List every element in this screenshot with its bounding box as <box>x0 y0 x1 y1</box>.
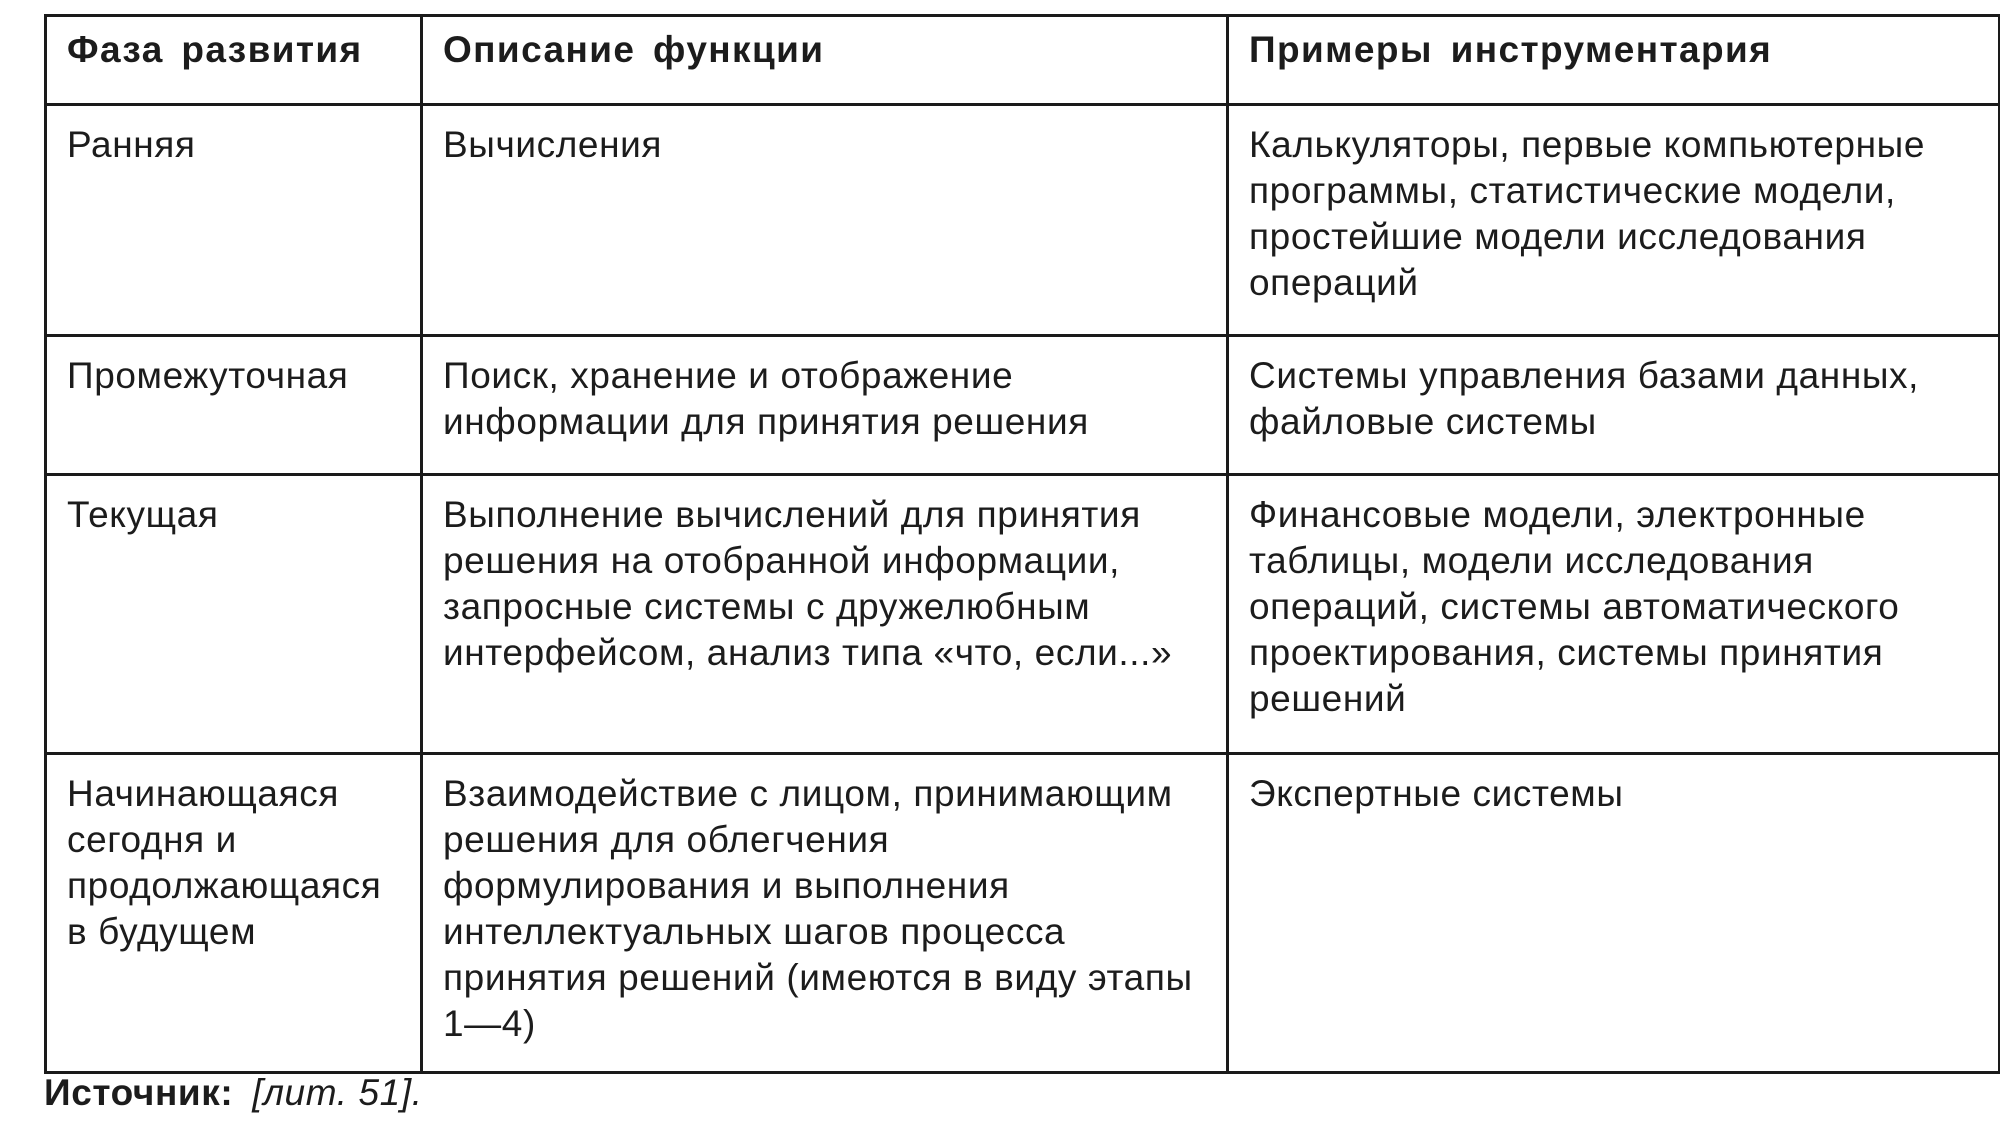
header-phase: Фаза развития <box>46 16 422 105</box>
source-label: Источник: <box>44 1072 234 1113</box>
phase-cell: Промежуточная <box>46 336 422 475</box>
phase-cell: Текущая <box>46 475 422 754</box>
table-row <box>46 754 2000 1073</box>
tools-cell: Калькуляторы, первые компьютерные программы, статистические модели, простейшие модели исследования операций <box>1228 105 2000 336</box>
function-cell: Взаимодействие с лицом, принимающим решения для облегчения формулирования и выполнения интеллектуальных шагов процесса принятия решений (имеются в виду этапы 1—4) <box>422 754 1228 1073</box>
header-function: Описание функции <box>422 16 1228 105</box>
source-note <box>44 1070 423 1116</box>
table-row <box>46 105 2000 336</box>
function-cell: Вычисления <box>422 105 1228 336</box>
header-tools: Примеры инструментария <box>1228 16 2000 105</box>
tools-cell: Системы управления базами данных, файловые системы <box>1228 336 2000 475</box>
phase-cell: Ранняя <box>46 105 422 336</box>
table-row <box>46 475 2000 754</box>
table-header-row <box>46 16 2000 105</box>
function-cell: Поиск, хранение и отображение информации для принятия решения <box>422 336 1228 475</box>
tools-cell: Экспертные системы <box>1228 754 2000 1073</box>
function-cell: Выполнение вычислений для принятия решения на отобранной информации, запросные системы с дружелюбным интерфейсом, анализ типа «что, если...» <box>422 475 1228 754</box>
tools-cell: Финансовые модели, электронные таблицы, модели исследования операций, системы автоматического проектирования, системы принятия решений <box>1228 475 2000 754</box>
source-reference: [лит. 51]. <box>252 1072 423 1113</box>
phase-cell: Начинающаяся сегодня и продолжающаяся в будущем <box>46 754 422 1073</box>
table-row <box>46 336 2000 475</box>
phases-table <box>44 14 2000 1074</box>
